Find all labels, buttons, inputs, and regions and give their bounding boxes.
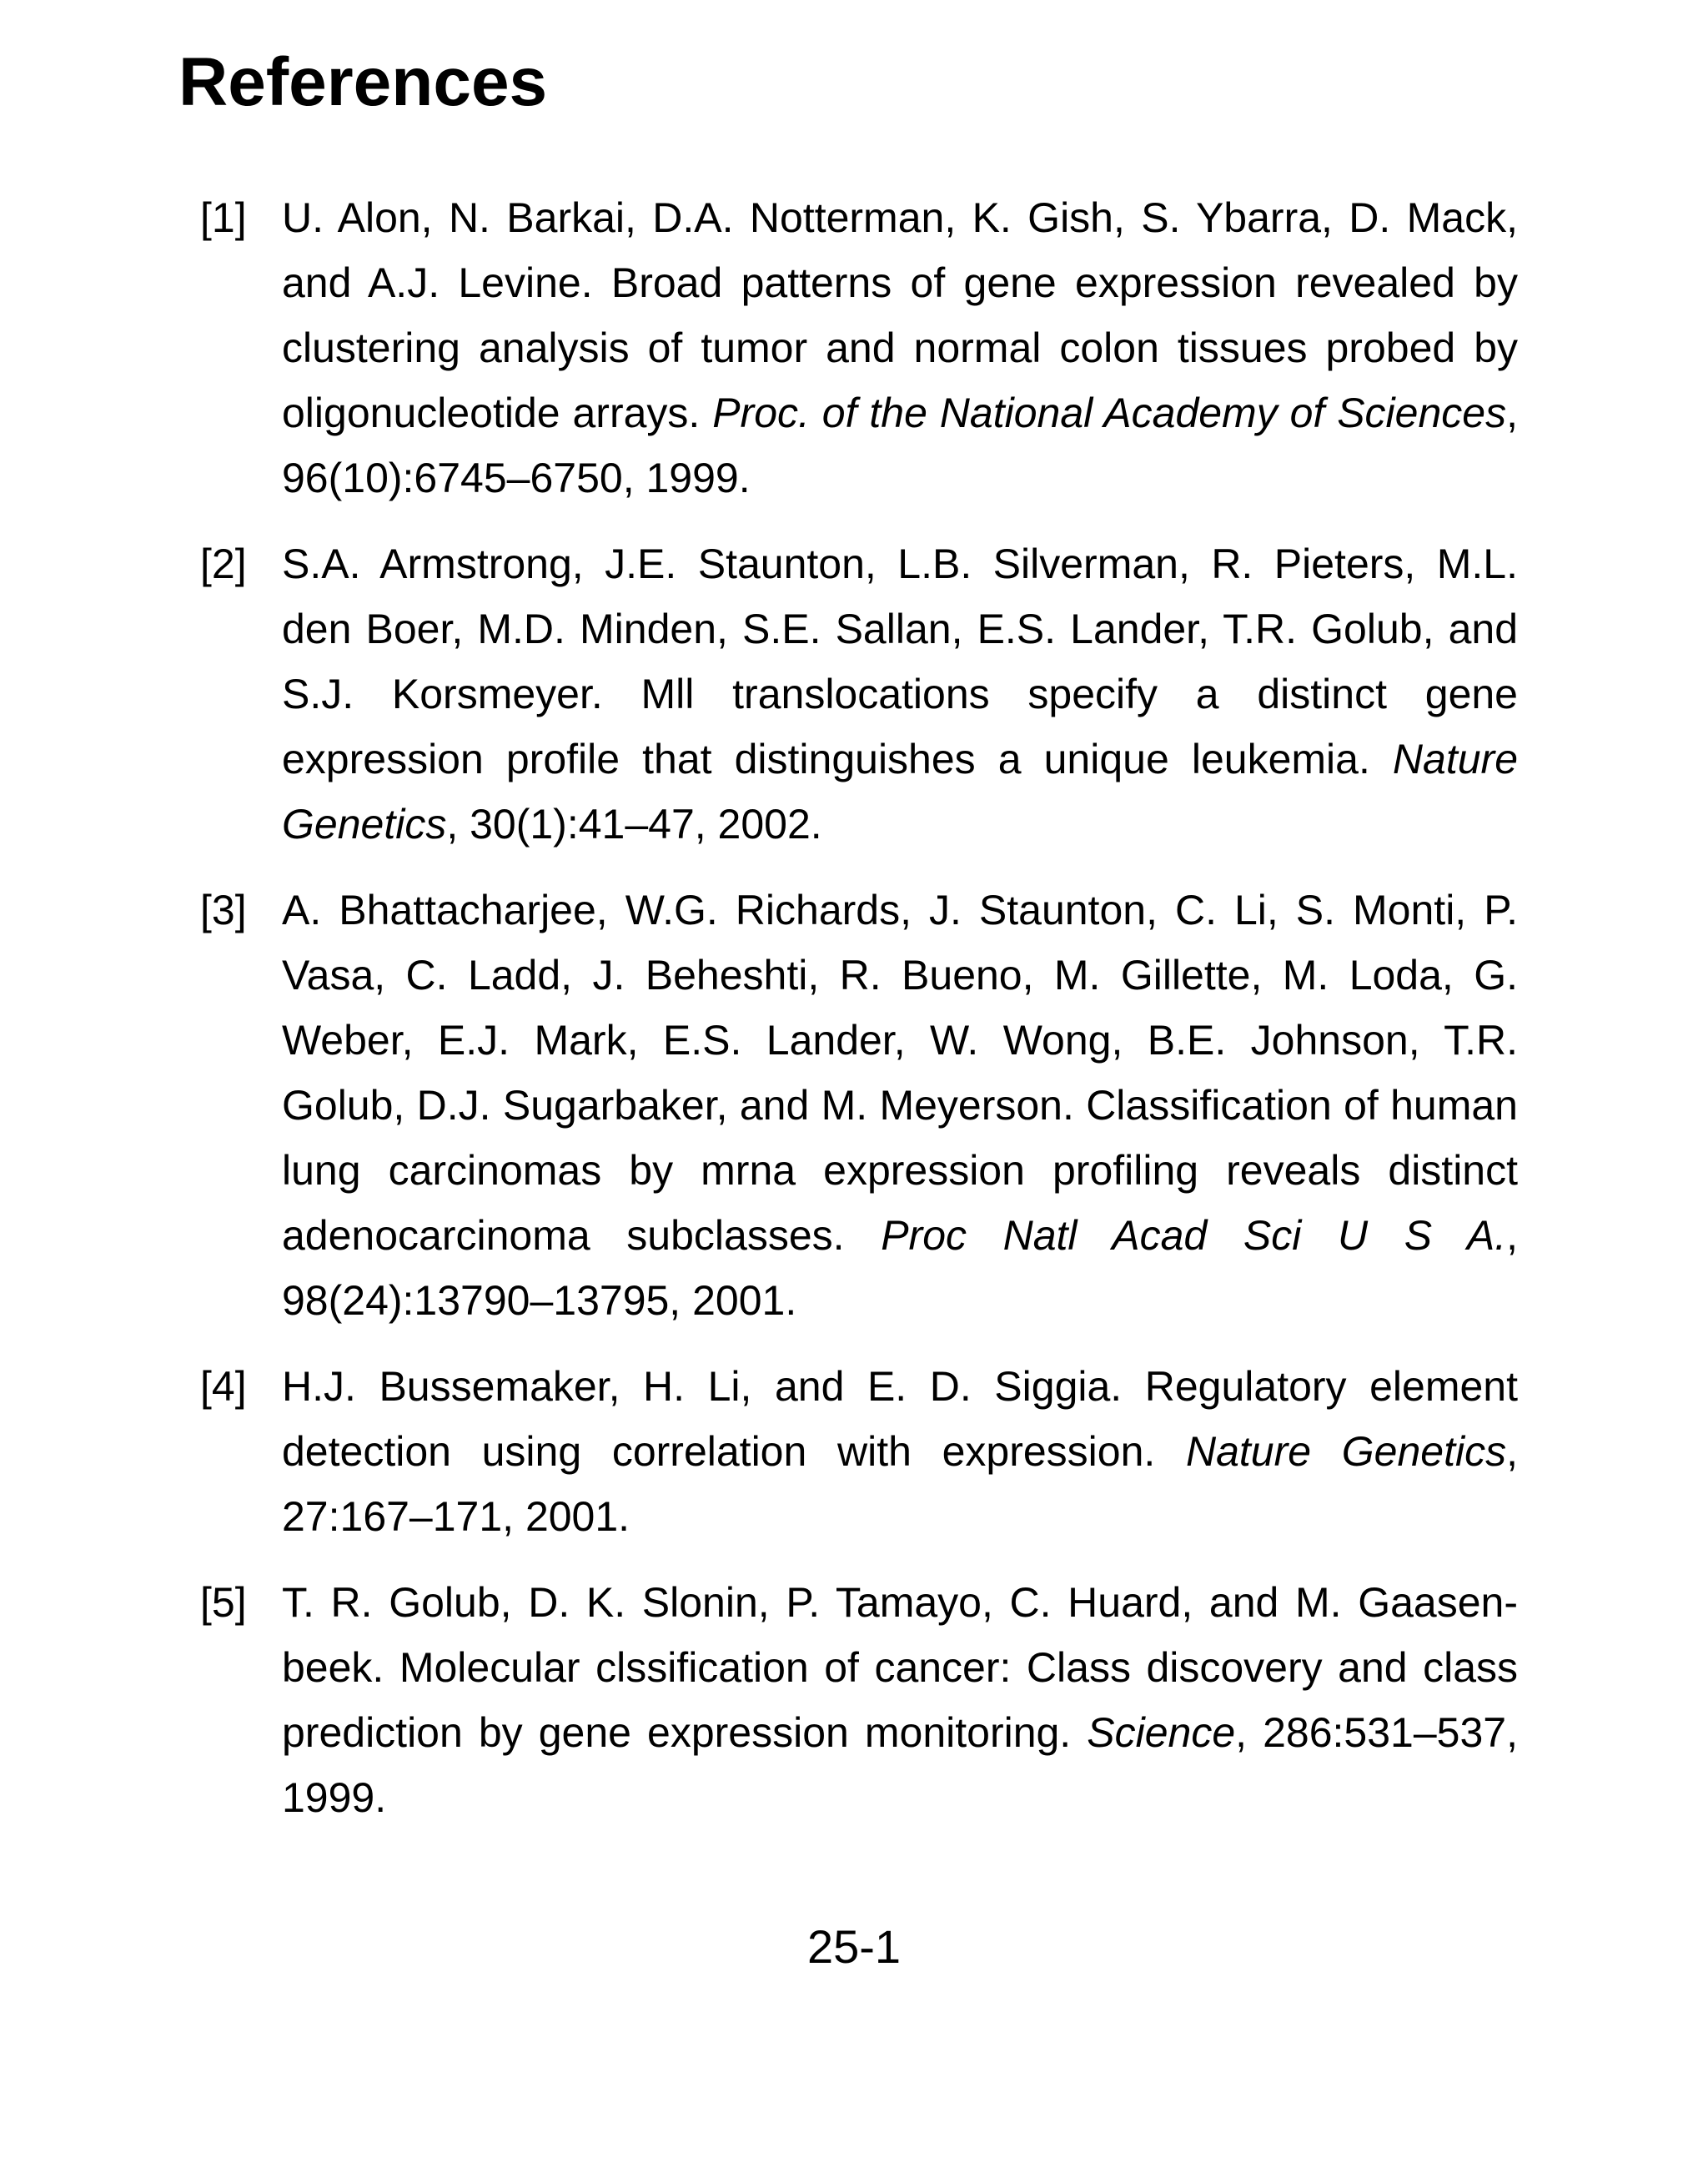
reference-item [200,531,1518,857]
reference-details: , 98(24):13790–13795, 2001. [282,1212,1518,1324]
section-heading: References [178,44,548,120]
reference-number: [5] [200,1579,247,1626]
reference-authors-title: T. R. Golub, D. K. Slonin, P. Tamayo, C. Huard, and M. Gaasenbeek. Molecular clssification of cancer: Class discovery and class prediction by gene expression monitoring. [282,1579,1518,1756]
reference-item [200,878,1518,1333]
reference-authors-title: U. Alon, N. Barkai, D.A. Notterman, K. Gish, S. Ybarra, D. Mack, and A.J. Levine. Broad patterns of gene expression revealed by clustering analysis of tumor and normal colon tissues probed by oligonucleotide arrays. [282,194,1518,436]
reference-journal: Science [1087,1709,1236,1756]
reference-item [200,1570,1518,1830]
reference-number: [4] [200,1363,247,1410]
reference-number: [3] [200,887,247,933]
reference-details: , 30(1):41–47, 2002. [446,801,822,848]
reference-list [200,185,1518,1851]
reference-details: , 286:531–537, 1999. [282,1709,1518,1821]
reference-journal: Proc Natl Acad Sci U S A. [881,1212,1507,1259]
page-number: 25-1 [806,1920,902,1973]
reference-item [200,1354,1518,1549]
reference-number: [2] [200,541,247,587]
reference-details: , 27:167–171, 2001. [282,1428,1518,1540]
reference-authors-title: S.A. Armstrong, J.E. Staunton, L.B. Silverman, R. Pieters, M.L. den Boer, M.D. Minden, S.E. Sallan, E.S. Lander, T.R. Golub, and S.J. Korsmeyer. Mll translocations specify a distinct gene expression profile that distinguishes a unique leukemia. [282,541,1518,782]
reference-details: , 96(10):6745–6750, 1999. [282,390,1518,501]
reference-authors-title: A. Bhattacharjee, W.G. Richards, J. Staunton, C. Li, S. Monti, P. Vasa, C. Ladd, J. Beheshti, R. Bueno, M. Gillette, M. Loda, G. Weber, E.J. Mark, E.S. Lander, W. Wong, B.E. Johnson, T.R. Golub, D.J. Sugarbaker, and M. Meyerson. Classification of human lung carcinomas by mrna expression profiling reveals distinct adenocarcinoma subclasses. [282,887,1518,1259]
reference-item [200,185,1518,511]
reference-journal: Proc. of the National Academy of Sciences [712,390,1507,436]
reference-journal: Nature Genetics [1186,1428,1507,1475]
reference-journal: Nature Genetics [282,736,1518,848]
reference-authors-title: H.J. Bussemaker, H. Li, and E. D. Siggia. Regulatory element detection using correlation with expression. [282,1363,1518,1475]
reference-number: [1] [200,194,247,241]
